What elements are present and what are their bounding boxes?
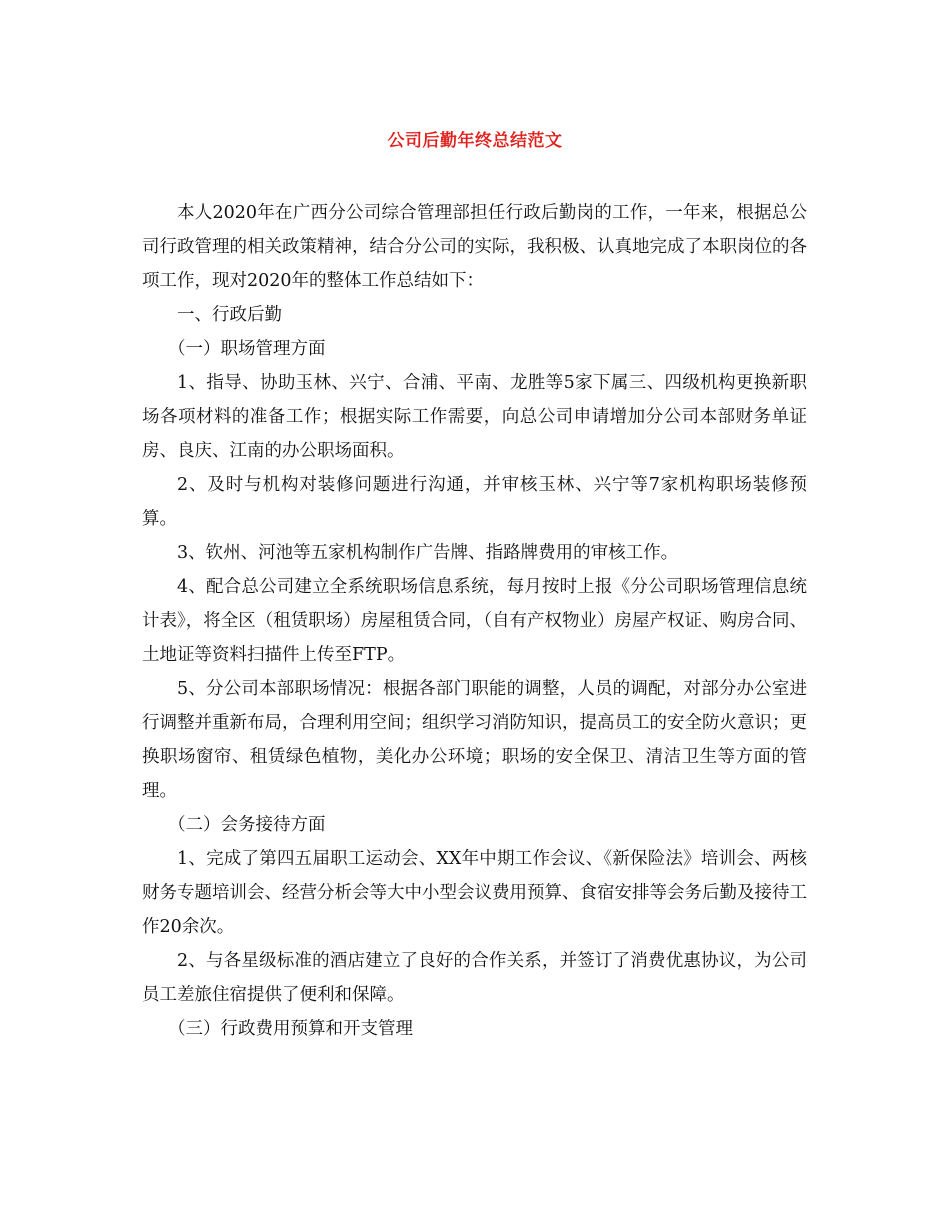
paragraph-item: 1、完成了第四五届职工运动会、XX年中期工作会议、《新保险法》培训会、两核财务专题培训会、经营分析会等大中小型会议费用预算、食宿安排等会务后勤及接待工作20余次。 <box>142 849 807 937</box>
document-title: 公司后勤年终总结范文 <box>387 131 563 151</box>
subsection-heading-reception: （二）会务接待方面 <box>168 815 326 835</box>
subsection-heading-budget: （三）行政费用预算和开支管理 <box>168 1019 413 1039</box>
paragraph-intro: 本人2020年在广西分公司综合管理部担任行政后勤岗的工作，一年来，根据总公司行政管理的相关政策精神，结合分公司的实际，我积极、认真地完成了本职岗位的各项工作，现对2020年的整体工作总结如下： <box>142 203 807 291</box>
document-body <box>142 196 807 1046</box>
section-heading-admin-logistics: 一、行政后勤 <box>177 305 282 325</box>
paragraph-item: 5、分公司本部职场情况：根据各部门职能的调整，人员的调配，对部分办公室进行调整并重新布局，合理利用空间；组织学习消防知识，提高员工的安全防火意识；更换职场窗帘、租赁绿色植物，美化办公环境；职场的安全保卫、清洁卫生等方面的管理。 <box>142 679 807 801</box>
paragraph-item: 3、钦州、河池等五家机构制作广告牌、指路牌费用的审核工作。 <box>177 543 679 563</box>
paragraph-item: 2、与各星级标准的酒店建立了良好的合作关系，并签订了消费优惠协议，为公司员工差旅住宿提供了便利和保障。 <box>142 951 807 1005</box>
paragraph-item: 1、指导、协助玉林、兴宁、合浦、平南、龙胜等5家下属三、四级机构更换新职场各项材料的准备工作；根据实际工作需要，向总公司申请增加分公司本部财务单证房、良庆、江南的办公职场面积。 <box>142 373 807 461</box>
paragraph-item: 2、及时与机构对装修问题进行沟通，并审核玉林、兴宁等7家机构职场装修预算。 <box>142 475 807 529</box>
paragraph-item: 4、配合总公司建立全系统职场信息系统，每月按时上报《分公司职场管理信息统计表》，将全区（租赁职场）房屋租赁合同，（自有产权物业）房屋产权证、购房合同、土地证等资料扫描件上传至FTP。 <box>142 577 807 665</box>
subsection-heading-workplace: （一）职场管理方面 <box>168 339 326 359</box>
